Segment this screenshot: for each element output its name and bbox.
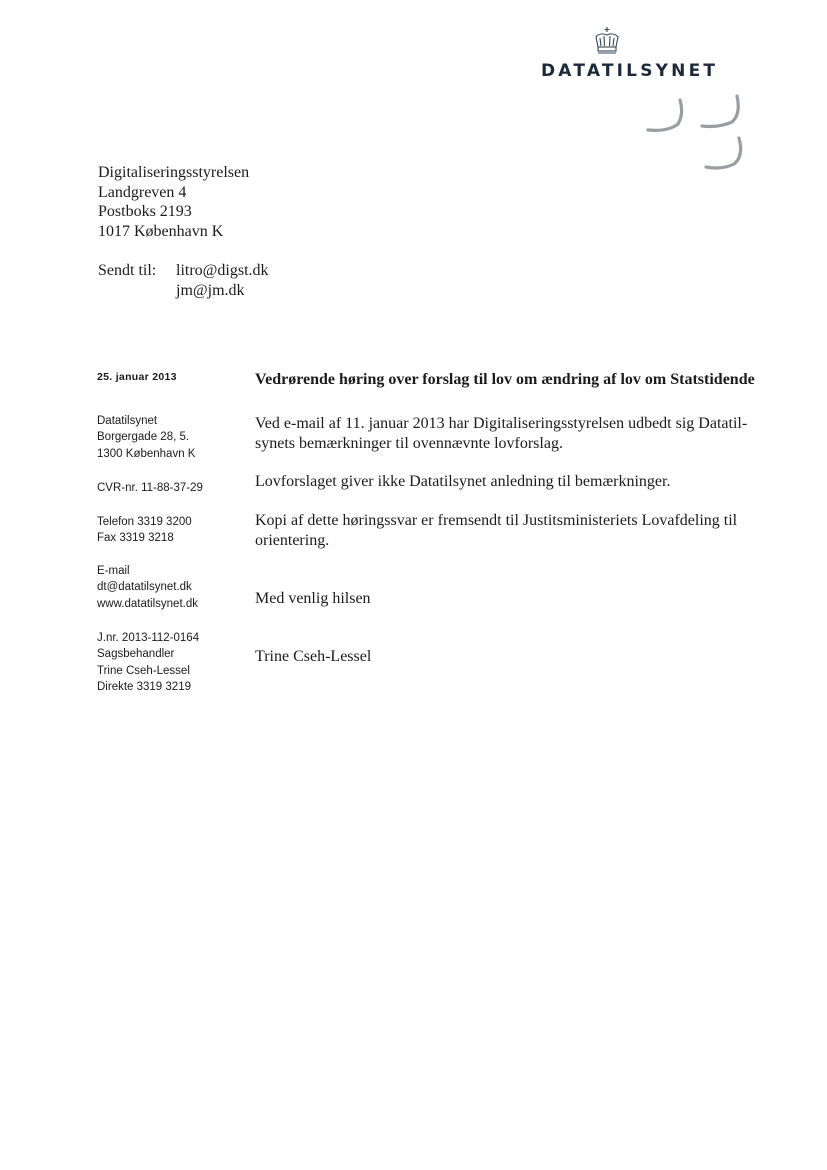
case-line: Trine Cseh-Lessel	[97, 664, 190, 677]
recipient-line: Landgreven 4	[98, 183, 187, 201]
sender-address-line: 1300 København K	[97, 447, 196, 460]
recipient-line: Postboks 2193	[98, 203, 192, 220]
sender-address-line: Borgergade 28, 5.	[97, 431, 190, 444]
sent-to-email: jm@jm.dk	[176, 281, 245, 299]
recipient-line: Digitaliseringsstyrelsen	[98, 164, 250, 181]
sent-to-label: Sendt til:	[98, 262, 157, 279]
handwritten-initials	[640, 92, 760, 174]
crown-icon	[592, 26, 622, 56]
signature: Trine Cseh-Lessel	[255, 648, 372, 665]
recipient-address	[98, 163, 249, 241]
recipient-line: 1017 København K	[98, 222, 224, 240]
paragraph-1	[255, 414, 785, 453]
phone-line: Fax 3319 3218	[97, 532, 174, 545]
case-block	[97, 630, 199, 696]
contact-email: dt@datatilsynet.dk	[97, 581, 192, 594]
paragraph-line: orientering.	[255, 531, 330, 549]
case-line: Direkte 3319 3219	[97, 681, 191, 694]
letter-subject: Vedrørende høring over forslag til lov om ændring af lov om Statstidende	[255, 371, 755, 388]
contact-block	[97, 563, 198, 612]
org-name-logo: DATATILSYNET	[541, 61, 719, 81]
letter-date: 25. januar 2013	[97, 371, 177, 383]
phone-line: Telefon 3319 3200	[97, 516, 192, 528]
sender-address-line: Datatilsynet	[97, 415, 158, 427]
sent-to-email: litro@digst.dk	[176, 262, 269, 279]
paragraph-line: Kopi af dette høringssvar er fremsendt til Justitsministeriets Lovafdeling til	[255, 512, 738, 529]
sender-address	[97, 413, 195, 462]
closing: Med venlig hilsen	[255, 590, 371, 607]
paragraph-line: synets bemærkninger til ovennævnte lovforslag.	[255, 434, 563, 452]
case-line: J.nr. 2013-112-0164	[97, 632, 200, 644]
paragraph-3	[255, 511, 785, 550]
case-line: Sagsbehandler	[97, 648, 175, 661]
paragraph-line: Ved e-mail af 11. januar 2013 har Digitaliseringsstyrelsen udbedt sig Datatil-	[255, 415, 748, 432]
paragraph-2: Lovforslaget giver ikke Datatilsynet anledning til bemærkninger.	[255, 473, 671, 490]
contact-line: E-mail	[97, 565, 130, 577]
cvr-number: CVR-nr. 11-88-37-29	[97, 482, 203, 494]
contact-website: www.datatilsynet.dk	[97, 597, 198, 610]
phone-block	[97, 514, 192, 547]
